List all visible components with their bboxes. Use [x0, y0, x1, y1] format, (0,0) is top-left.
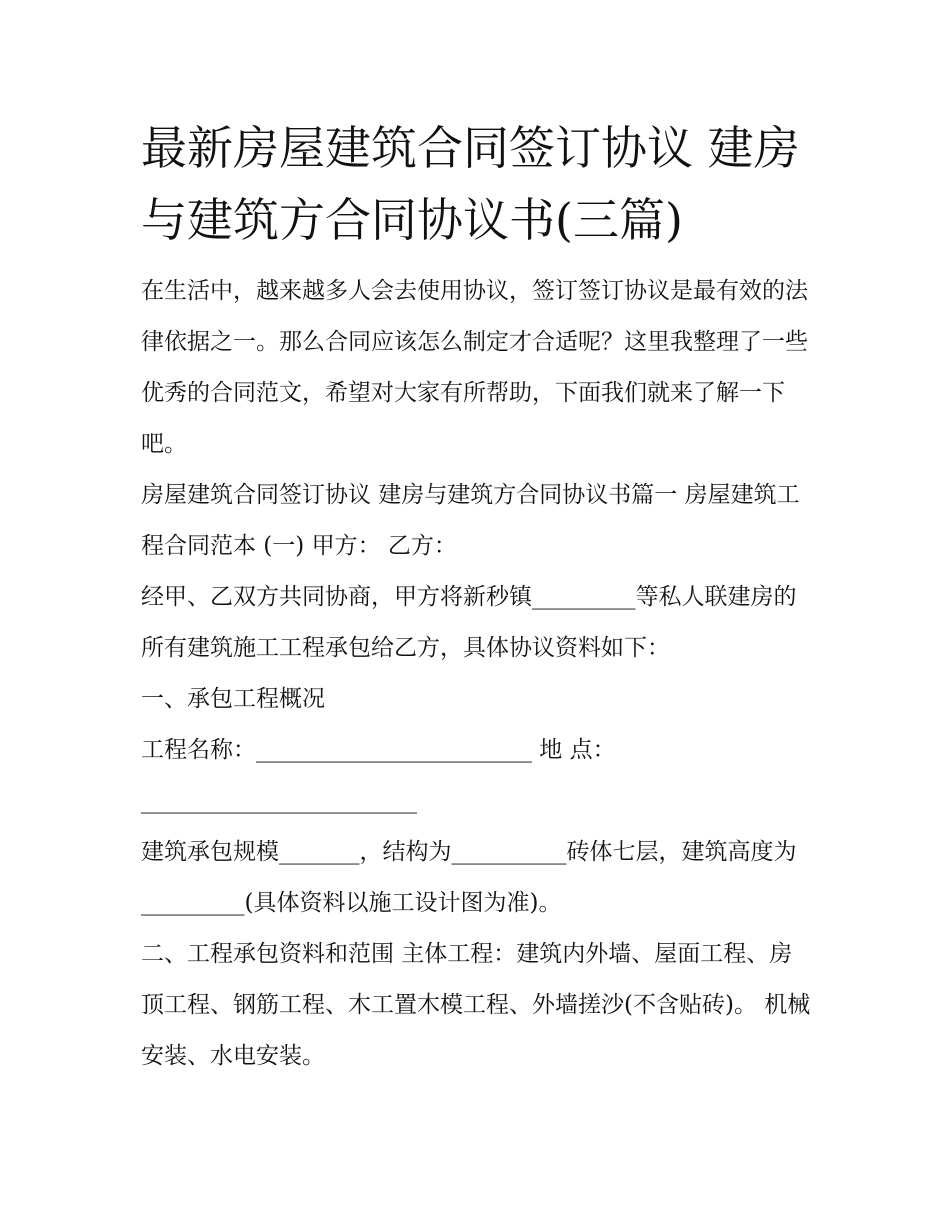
section-one-heading: 一、承包工程概况: [141, 686, 325, 712]
contract-heading-paragraph: 房屋建筑合同签订协议 建房与建筑方合同协议书篇一 房屋建筑工程合同范本 (一) 甲方： 乙方：: [141, 482, 800, 559]
intro-paragraph: 在生活中，越来越多人会去使用协议，签订签订协议是最有效的法律依据之一。那么合同应该怎么制定才合适呢？这里我整理了一些优秀的合同范文，希望对大家有所帮助，下面我们就来了解一下吧。: [141, 278, 808, 457]
document-title: 最新房屋建筑合同签订协议 建房与建筑方合同协议书(三篇): [141, 121, 800, 247]
scale-paragraph: 建筑承包规模_______，结构为__________砖体七层，建筑高度为_________(具体资料以施工设计图为准)。: [141, 839, 797, 916]
section-two-paragraph: 二、工程承包资料和范围 主体工程：建筑内外墙、屋面工程、房顶工程、钢筋工程、木工置木模工程、外墙搓沙(不含贴砖)。 机械安装、水电安装。: [141, 941, 811, 1069]
agreement-paragraph: 经甲、乙双方共同协商，甲方将新秒镇_________等私人联建房的所有建筑施工工程承包给乙方，具体协议资料如下：: [141, 584, 797, 661]
project-name-paragraph: 工程名称：________________________ 地 点：________________________: [141, 737, 616, 814]
document-body: [141, 112, 813, 1082]
